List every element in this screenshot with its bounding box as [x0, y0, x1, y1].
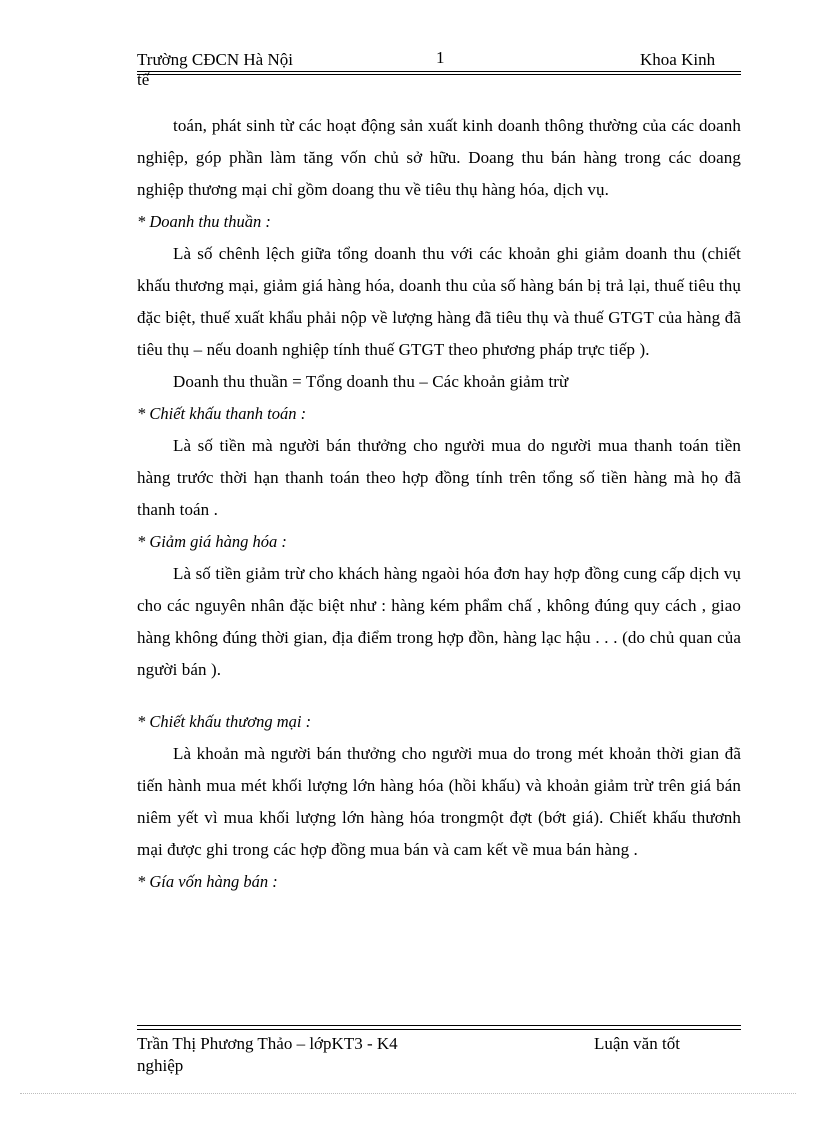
body-paragraph: Là số tiền mà người bán thưởng cho người mua do người mua thanh toán tiền hàng trước thời hạn thanh toán theo hợp đồng tính trên tổng số tiền hàng mà họ đã thanh toán . [137, 436, 741, 519]
header-school: Trường CĐCN Hà Nội [137, 50, 293, 69]
footer-author: Trần Thị Phương Thảo – lớpKT3 - K4 [137, 1034, 398, 1053]
paragraph-spacer [137, 686, 741, 706]
header-rule [137, 71, 741, 72]
body-paragraph: Doanh thu thuần = Tổng doanh thu – Các khoản giảm trừ [173, 372, 569, 391]
header-faculty-wrap: tế [137, 70, 150, 89]
footer-rule [137, 1025, 741, 1026]
section-heading: * Giảm giá hàng hóa : [137, 532, 287, 551]
header-faculty: Khoa Kinh [640, 50, 716, 69]
section-heading: * Gía vốn hàng bán : [137, 872, 278, 891]
body-paragraph: Là số chênh lệch giữa tổng doanh thu với các khoản ghi giảm doanh thu (chiết khấu thương mại, giảm giá hàng hóa, doanh thu của số hàng bán bị trả lại, thuế tiêu thụ đặc biệt, thuế xuất khẩu phải nộp về lượng hàng đã tiêu thụ và thuế GTGT của hàng đã tiêu thụ – nếu doanh nghiệp tính thuế GTGT theo phương pháp trực tiếp ). [137, 244, 741, 359]
body-paragraph: toán, phát sinh từ các hoạt động sản xuất kinh doanh thông thường của các doanh nghiệp, góp phần làm tăng vốn chủ sở hữu. Doang thu bán hàng trong các doang nghiệp thương mại chỉ gồm doang thu về tiêu thụ hàng hóa, dịch vụ. [137, 116, 741, 199]
header-rule-double [137, 74, 741, 75]
header-page-number: 1 [436, 48, 445, 67]
section-heading: * Doanh thu thuần : [137, 212, 271, 231]
page-edge-dotted-line [20, 1093, 796, 1094]
footer-rule-double [137, 1029, 741, 1030]
document-body [137, 110, 741, 898]
page-header [137, 50, 741, 90]
body-paragraph: Là khoản mà người bán thưởng cho người mua do trong mét khoản thời gian đã tiến hành mua mét khối lượng lớn hàng hóa (hồi khấu) và khoản giảm trừ trên giá bán niêm yết vì mua khối lượng lớn hàng hóa trongmột đợt (bớt giá). Chiết khấu thươnh mại được ghi trong các hợp đồng mua bán và cam kết về mua bán hàng . [137, 744, 741, 859]
footer-thesis: Luận văn tốt [594, 1034, 680, 1053]
section-heading: * Chiết khấu thương mại : [137, 712, 312, 731]
section-heading: * Chiết khấu thanh toán : [137, 404, 307, 423]
footer-thesis-wrap: nghiệp [137, 1056, 184, 1075]
body-paragraph: Là số tiền giảm trừ cho khách hàng ngaòi hóa đơn hay hợp đồng cung cấp dịch vụ cho các nguyên nhân đặc biệt như : hàng kém phẩm chấ , không đúng quy cách , giao hàng không đúng thời gian, địa điểm trong hợp đồn, hàng lạc hậu . . . (do chủ quan của người bán ). [137, 564, 741, 679]
